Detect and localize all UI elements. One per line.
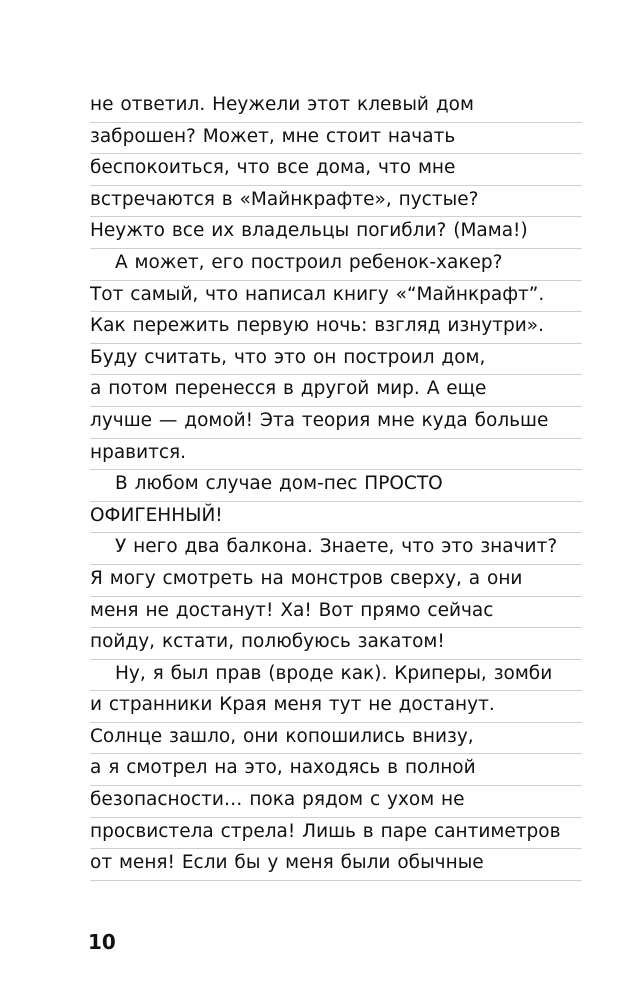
text-line: от меня! Если бы у меня были обычные bbox=[90, 849, 582, 881]
text-line: заброшен? Может, мне стоит начать bbox=[90, 123, 582, 155]
text-line: Ну, я был прав (вроде как). Криперы, зомби bbox=[90, 660, 582, 692]
text-line: меня не достанут! Ха! Вот прямо сейчас bbox=[90, 597, 582, 629]
text-line: беспокоиться, что все дома, что мне bbox=[90, 154, 582, 186]
text-line: Как пережить первую ночь: взгляд изнутри». bbox=[90, 312, 582, 344]
text-line: нравится. bbox=[90, 439, 582, 471]
text-line: ОФИГЕННЫЙ! bbox=[90, 502, 582, 534]
text-line: просвистела стрела! Лишь в паре сантиметров bbox=[90, 818, 582, 850]
text-line: встречаются в «Майнкрафте», пустые? bbox=[90, 186, 582, 218]
text-line: безопасности… пока рядом с ухом не bbox=[90, 786, 582, 818]
text-line: пойду, кстати, полюбуюсь закатом! bbox=[90, 628, 582, 660]
text-line: У него два балкона. Знаете, что это значит? bbox=[90, 533, 582, 565]
text-line: Солнце зашло, они копошились внизу, bbox=[90, 723, 582, 755]
text-line: Тот самый, что написал книгу «“Майнкрафт”. bbox=[90, 281, 582, 313]
text-line: Буду считать, что это он построил дом, bbox=[90, 344, 582, 376]
text-line: В любом случае дом-пес ПРОСТО bbox=[90, 470, 582, 502]
text-line: а я смотрел на это, находясь в полной bbox=[90, 754, 582, 786]
text-line: Я могу смотреть на монстров сверху, а они bbox=[90, 565, 582, 597]
text-line: и странники Края меня тут не достанут. bbox=[90, 691, 582, 723]
page-number: 10 bbox=[88, 930, 116, 954]
text-line: Неужто все их владельцы погибли? (Мама!) bbox=[90, 217, 582, 249]
text-line: а потом перенесся в другой мир. А еще bbox=[90, 375, 582, 407]
page-body-text bbox=[90, 91, 582, 881]
text-line: не ответил. Неужели этот клевый дом bbox=[90, 91, 582, 123]
text-line: А может, его построил ребенок-хакер? bbox=[90, 249, 582, 281]
text-line: лучше — домой! Эта теория мне куда больше bbox=[90, 407, 582, 439]
